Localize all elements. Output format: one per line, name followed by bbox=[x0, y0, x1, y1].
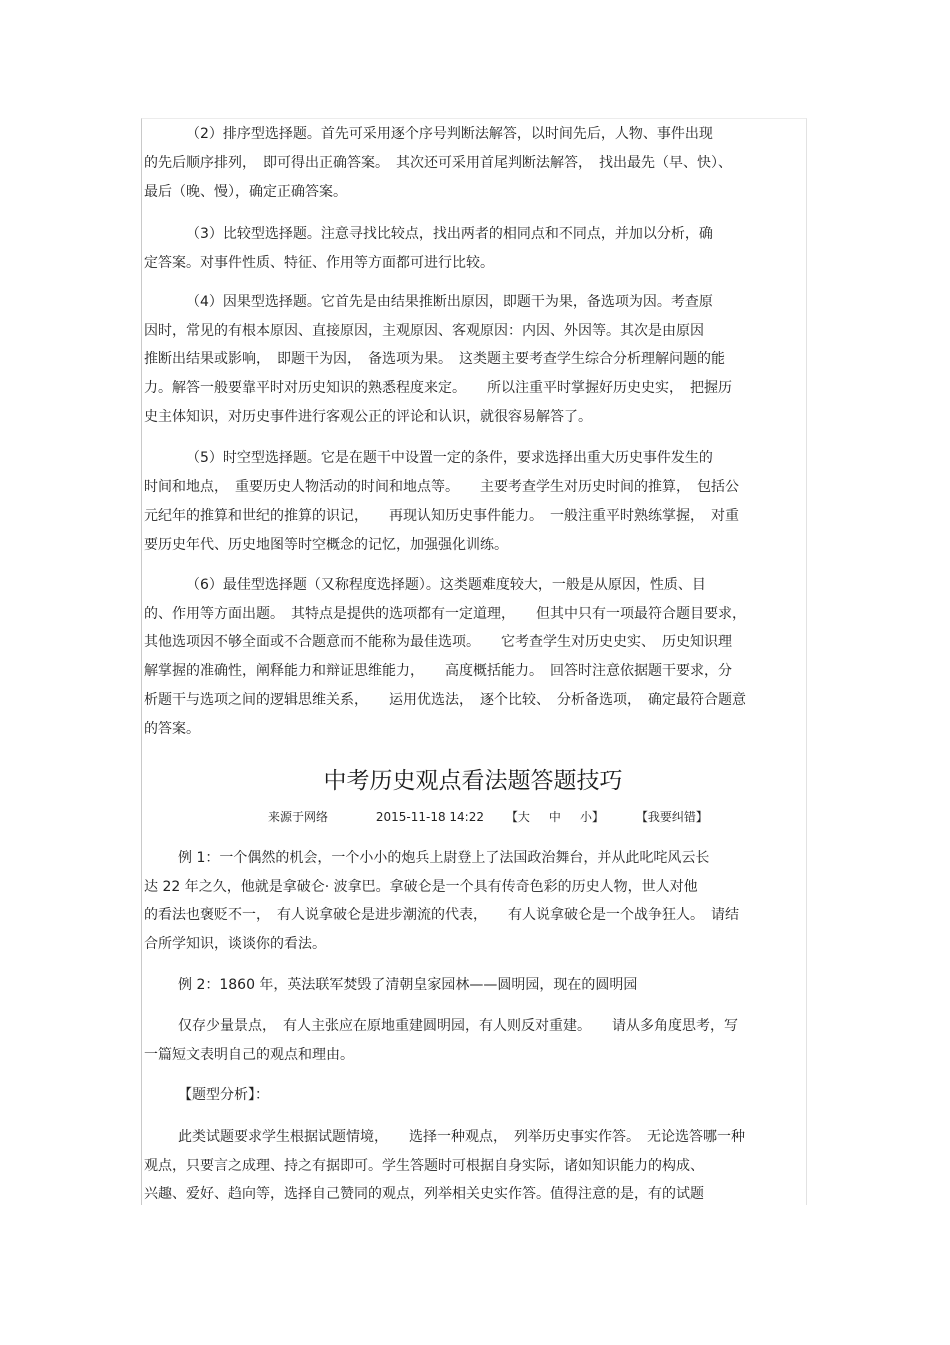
text-line: 元纪年的推算和世纪的推算的识记， 再现认知历史事件能力。 一般注重平时熟练掌握， 对重 bbox=[144, 508, 739, 524]
text-line: 兴趣、爱好、趋向等，选择自己赞同的观点，列举相关史实作答。值得注意的是，有的试题 bbox=[144, 1186, 704, 1202]
text-line: 的先后顺序排列， 即可得出正确答案。 其次还可采用首尾判断法解答， 找出最先（早、快）、 bbox=[144, 155, 732, 171]
text-line: 定答案。对事件性质、特征、作用等方面都可进行比较。 bbox=[144, 255, 494, 271]
article-meta bbox=[268, 808, 708, 826]
text-line: 的看法也褒贬不一， 有人说拿破仑是进步潮流的代表， 有人说拿破仑是一个战争狂人。 请结 bbox=[144, 907, 739, 923]
text-line: 例 2：1860 年，英法联军焚毁了清朝皇家园林——圆明园，现在的圆明园 bbox=[178, 977, 638, 993]
article-source: 来源于网络 bbox=[268, 810, 329, 824]
text-line: 例 1：一个偶然的机会，一个小小的炮兵上尉登上了法国政治舞台，并从此叱咤风云长 bbox=[178, 850, 710, 866]
text-line: 力。解答一般要靠平时对历史知识的熟悉程度来定。 所以注重平时掌握好历史史实， 把握历 bbox=[144, 380, 732, 396]
text-line: 最后（晚、慢），确定正确答案。 bbox=[144, 184, 347, 200]
text-line: 因时，常见的有根本原因、直接原因，主观原因、客观原因：内因、外因等。其次是由原因 bbox=[144, 323, 704, 339]
section-heading: 【题型分析】： bbox=[178, 1087, 269, 1103]
text-line: （6）最佳型选择题（又称程度选择题）。这类题难度较大，一般是从原因，性质、目 bbox=[186, 577, 706, 593]
font-size-control bbox=[506, 808, 604, 826]
text-line: 观点，只要言之成理、持之有据即可。学生答题时可根据自身实际，诸如知识能力的构成、 bbox=[144, 1158, 704, 1174]
text-line: （5）时空型选择题。它是在题干中设置一定的条件，要求选择出重大历史事件发生的 bbox=[186, 450, 713, 466]
font-size-large-link[interactable]: 【大 bbox=[505, 810, 530, 824]
text-line: 达 22 年之久，他就是拿破仑· 波拿巴。拿破仑是一个具有传奇色彩的历史人物，世人对他 bbox=[144, 879, 698, 895]
text-line: 仅存少量景点， 有人主张应在原地重建圆明园，有人则反对重建。 请从多角度思考，写 bbox=[178, 1018, 738, 1034]
font-size-small-link[interactable]: 小】 bbox=[580, 810, 605, 824]
text-line: 时间和地点， 重要历史人物活动的时间和地点等。 主要考查学生对历史时间的推算， 包括公 bbox=[144, 479, 739, 495]
text-line: 其他选项因不够全面或不合题意而不能称为最佳选项。 它考查学生对历史史实、 历史知识理 bbox=[144, 634, 732, 650]
text-line: 的、作用等方面出题。 其特点是提供的选项都有一定道理， 但其中只有一项最符合题目要求， bbox=[144, 606, 746, 622]
article-date: 2015-11-18 14:22 bbox=[375, 810, 484, 824]
report-error-link[interactable]: 【我要纠错】 bbox=[635, 810, 708, 824]
font-size-medium-link[interactable]: 中 bbox=[548, 810, 561, 824]
text-line: 要历史年代、历史地图等时空概念的记忆，加强强化训练。 bbox=[144, 537, 508, 553]
text-line: 推断出结果或影响， 即题干为因， 备选项为果。 这类题主要考查学生综合分析理解问题的能 bbox=[144, 351, 725, 367]
text-line: （2）排序型选择题。首先可采用逐个序号判断法解答，以时间先后，人物、事件出现 bbox=[186, 126, 713, 142]
text-line: 此类试题要求学生根据试题情境， 选择一种观点， 列举历史事实作答。 无论选答哪一种 bbox=[178, 1129, 745, 1145]
text-line: 史主体知识，对历史事件进行客观公正的评论和认识，就很容易解答了。 bbox=[144, 409, 592, 425]
text-line: （3）比较型选择题。注意寻找比较点，找出两者的相同点和不同点，并加以分析，确 bbox=[186, 226, 713, 242]
text-line: 解掌握的准确性，阐释能力和辩证思维能力， 高度概括能力。 回答时注意依据题干要求，分 bbox=[144, 663, 732, 679]
article-title: 中考历史观点看法题答题技巧 bbox=[323, 768, 623, 794]
text-line: 合所学知识，谈谈你的看法。 bbox=[144, 936, 326, 952]
text-line: 的答案。 bbox=[144, 721, 200, 737]
text-line: 一篇短文表明自己的观点和理由。 bbox=[144, 1047, 354, 1063]
text-line: （4）因果型选择题。它首先是由结果推断出原因，即题干为果，备选项为因。考查原 bbox=[186, 294, 713, 310]
text-line: 析题干与选项之间的逻辑思维关系， 运用优选法， 逐个比较、 分析备选项， 确定最符合题意 bbox=[144, 692, 746, 708]
